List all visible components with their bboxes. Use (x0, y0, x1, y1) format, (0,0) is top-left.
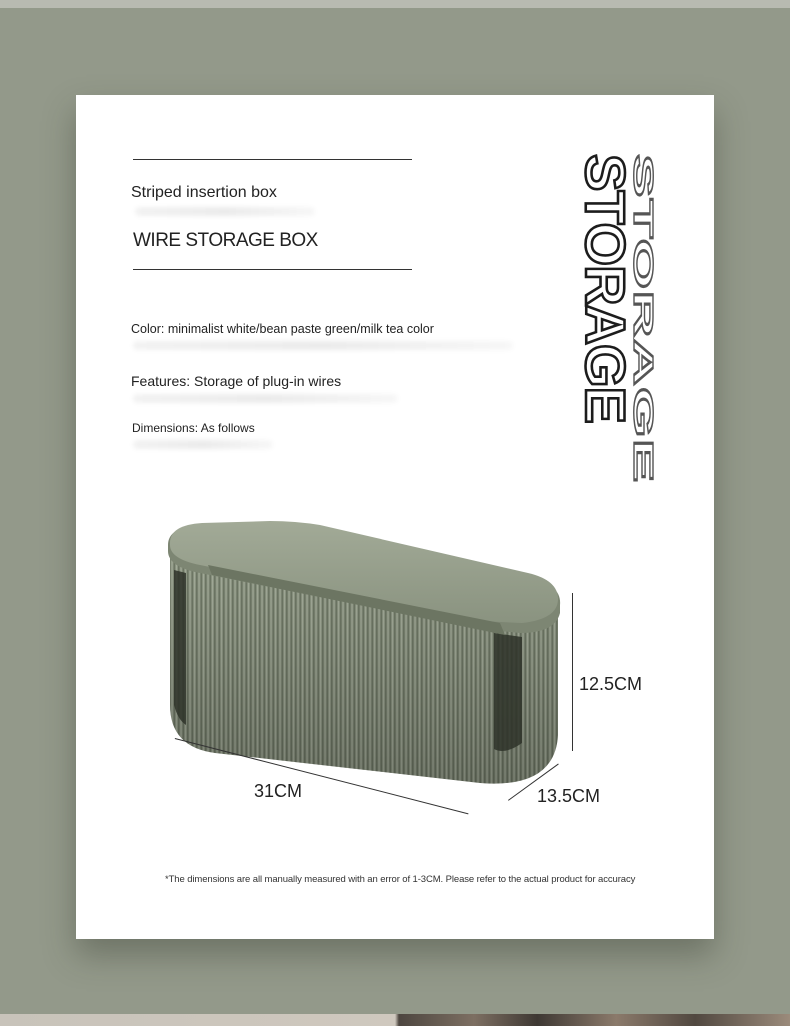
color-faint-text (133, 341, 513, 350)
storage-vertical-outline: STORAGE (628, 154, 659, 484)
product-subtitle: Striped insertion box (131, 184, 277, 201)
wire-storage-box-image (160, 515, 570, 805)
depth-label: 13.5CM (537, 786, 601, 806)
height-label: 12.5CM (579, 674, 643, 694)
height-dimension-line (572, 593, 573, 751)
product-title: WIRE STORAGE BOX (133, 230, 318, 251)
right-slot (494, 633, 522, 751)
length-label: 31CM (254, 781, 303, 801)
measurement-footnote: *The dimensions are all manually measured with an error of 1-3CM. Please refer to the actual product for accuracy (165, 874, 636, 885)
dimensions-spec: Dimensions: As follows (132, 421, 255, 435)
storage-vertical-solid: STORAGE (574, 154, 637, 423)
top-divider (133, 159, 412, 160)
top-border-strip (0, 0, 790, 8)
subtitle-faint-text (135, 207, 315, 216)
color-spec: Color: minimalist white/bean paste green/milk tea color (131, 322, 434, 336)
bottom-divider (133, 269, 412, 270)
features-faint-text (133, 394, 398, 403)
bottom-border-strip (0, 1014, 790, 1026)
dimensions-faint-text (133, 440, 273, 449)
features-spec: Features: Storage of plug-in wires (131, 373, 342, 389)
left-slot (174, 570, 186, 725)
